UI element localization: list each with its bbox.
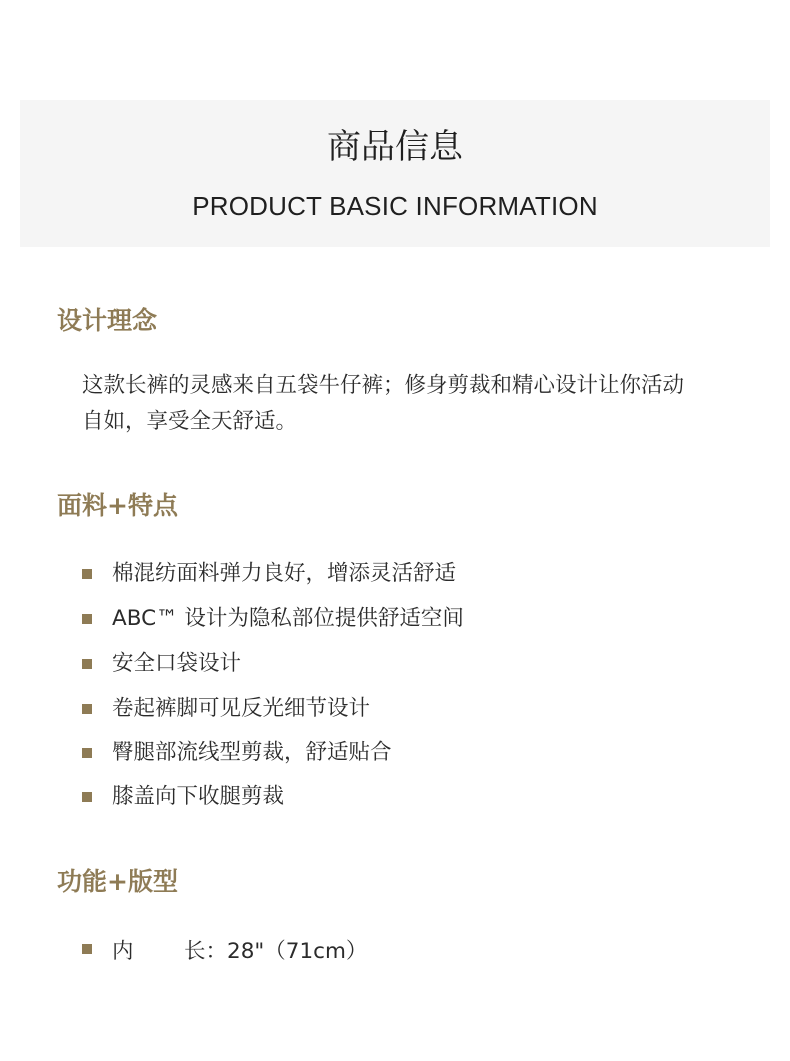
header-panel xyxy=(20,100,770,247)
feature-item xyxy=(82,782,284,812)
feature-item-text: 安全口袋设计 xyxy=(112,651,242,676)
bullet-square-icon xyxy=(82,614,92,624)
feature-item xyxy=(82,738,392,768)
function-fit-heading: 功能+版型 xyxy=(57,867,178,896)
spec-label-part-2: 长： xyxy=(184,938,228,964)
page-subtitle: PRODUCT BASIC INFORMATION xyxy=(192,191,598,221)
bullet-square-icon xyxy=(82,659,92,669)
page-title: 商品信息 xyxy=(327,127,463,167)
feature-item-text: 棉混纺面料弹力良好，增添灵活舒适 xyxy=(112,561,457,586)
bullet-square-icon xyxy=(82,748,92,758)
spec-label-part-1: 内 xyxy=(112,938,134,964)
design-concept-heading: 设计理念 xyxy=(57,306,158,335)
bullet-square-icon xyxy=(82,944,92,954)
feature-item-text: 臀腿部流线型剪裁，舒适贴合 xyxy=(112,740,392,765)
feature-item-text: 膝盖向下收腿剪裁 xyxy=(112,784,285,809)
design-concept-text xyxy=(82,368,767,440)
feature-item xyxy=(82,649,241,679)
feature-item-text: 卷起裤脚可见反光细节设计 xyxy=(112,696,371,721)
design-concept-line-2: 自如，享受全天舒适。 xyxy=(82,409,298,434)
bullet-square-icon xyxy=(82,704,92,714)
feature-item-text: ABC™ 设计为隐私部位提供舒适空间 xyxy=(112,606,464,631)
bullet-square-icon xyxy=(82,792,92,802)
feature-item xyxy=(82,559,456,589)
spec-item xyxy=(82,934,367,964)
feature-item xyxy=(82,604,464,634)
bullet-square-icon xyxy=(82,569,92,579)
design-concept-line-1: 这款长裤的灵感来自五袋牛仔裤；修身剪裁和精心设计让你活动 xyxy=(82,373,685,398)
feature-item xyxy=(82,694,370,724)
spec-value: 28"（71cm） xyxy=(227,938,368,964)
fabric-features-heading: 面料+特点 xyxy=(57,491,178,520)
